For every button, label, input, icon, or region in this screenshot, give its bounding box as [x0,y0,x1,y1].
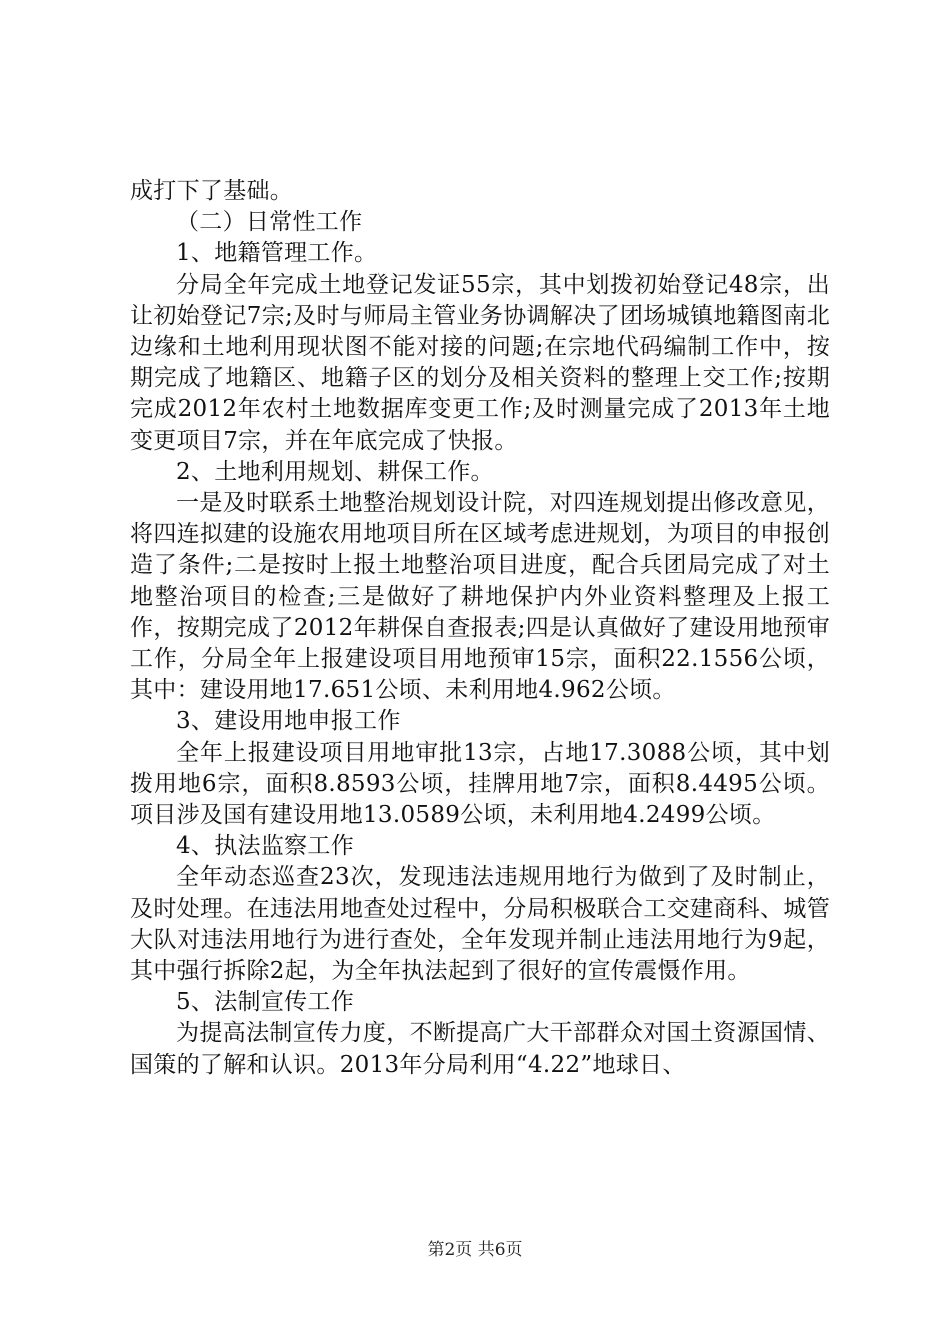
paragraph-law-enforcement: 全年动态巡查23次，发现违法违规用地行为做到了及时制止，及时处理。在违法用地查处过程中，分局积极联合工交建商科、城管大队对违法用地行为进行查处，全年发现并制止违法用地行为9起，其中强行拆除2起，为全年执法起到了很好的宣传震慑作用。 [130,864,830,985]
paragraph-construction-land: 全年上报建设项目用地审批13宗，占地17.3088公顷，其中划拨用地6宗，面积8.8593公顷，挂牌用地7宗，面积8.4495公顷。项目涉及国有建设用地13.0589公顷，未利用地4.2499公顷。 [130,739,830,829]
subheading-legal-publicity: 5、法制宣传工作 [176,989,355,1016]
paragraph-cadastral-management: 分局全年完成土地登记发证55宗，其中划拨初始登记48宗，出让初始登记7宗;及时与师局主管业务协调解决了团场城镇地籍图南北边缘和土地利用现状图不能对接的问题;在宗地代码编制工作中，按期完成了地籍区、地籍子区的划分及相关资料的整理上交工作;按期完成2012年农村土地数据库变更工作;及时测量完成了2013年土地变更项目7宗，并在年底完成了快报。 [130,271,830,454]
subheading-construction-land: 3、建设用地申报工作 [176,708,401,735]
subheading-cadastral-management: 1、地籍管理工作。 [176,240,378,267]
subheading-law-enforcement: 4、执法监察工作 [176,833,355,860]
page-number-footer: 第2页 共6页 [427,1240,523,1260]
paragraph-land-use-planning: 一是及时联系土地整治规划设计院，对四连规划提出修改意见，将四连拟建的设施农用地项目所在区域考虑进规划，为项目的申报创造了条件;二是按时上报土地整治项目进度，配合兵团局完成了对土地整治项目的检查;三是做好了耕地保护内外业资料整理及上报工作，按期完成了2012年耕保自查报表;四是认真做好了建设用地预审工作，分局全年上报建设项目用地预审15宗，面积22.1556公顷，其中：建设用地17.651公顷、未利用地4.962公顷。 [130,490,830,704]
document-body [130,176,830,1081]
subheading-land-use-planning: 2、土地利用规划、耕保工作。 [176,458,494,485]
section-heading-routine-work: （二）日常性工作 [176,209,363,236]
paragraph-continuation: 成打下了基础。 [130,178,294,204]
paragraph-legal-publicity: 为提高法制宣传力度，不断提高广大干部群众对国土资源国情、国策的了解和认识。2013年分局利用“4.22”地球日、 [130,1020,830,1078]
